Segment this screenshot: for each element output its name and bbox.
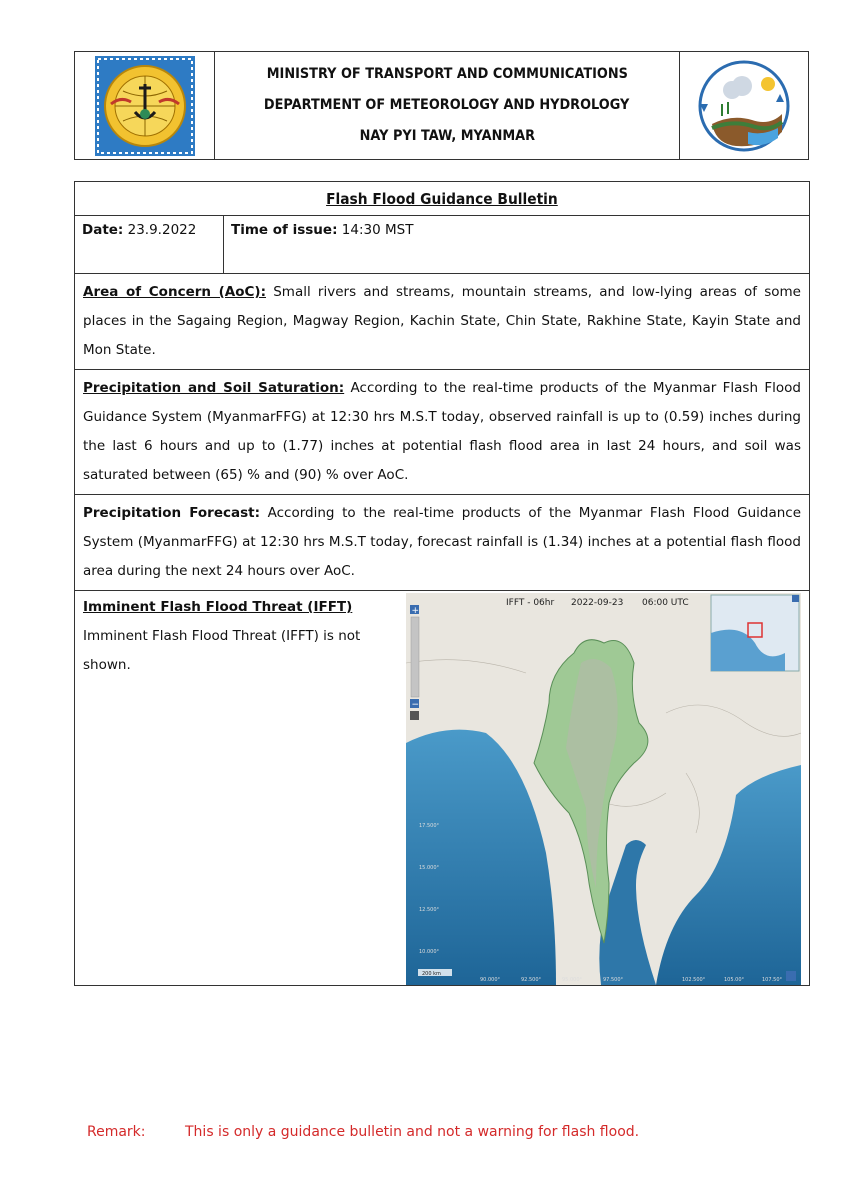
lon-label: 95.000°	[562, 977, 582, 983]
zoom-in-label: +	[411, 606, 420, 616]
date-value: 23.9.2022	[127, 222, 197, 238]
time-cell	[224, 216, 809, 273]
info-button[interactable]	[786, 971, 796, 981]
lat-label: 17.500°	[419, 823, 439, 829]
forecast-label: Precipitation Forecast:	[83, 505, 260, 521]
ifft-label: Imminent Flash Flood Threat (IFFT)	[83, 599, 353, 615]
remark-label: Remark:	[87, 1124, 146, 1140]
dmh-logo	[679, 52, 808, 159]
header-ministry: MINISTRY OF TRANSPORT AND COMMUNICATIONS	[266, 66, 628, 82]
precipitation-soil	[75, 370, 809, 495]
lat-label: 10.000°	[419, 949, 439, 955]
bulletin-table	[74, 181, 810, 986]
lon-label: 97.500°	[603, 977, 623, 983]
precipitation-forecast	[75, 495, 809, 591]
time-value: 14:30 MST	[341, 222, 414, 238]
scale-label: 200 km	[422, 971, 441, 977]
zoom-slider[interactable]	[411, 617, 419, 697]
header-location: NAY PYI TAW, MYANMAR	[359, 128, 535, 144]
water-cycle-icon	[692, 54, 796, 158]
aoc-label: Area of Concern (AoC):	[83, 284, 266, 300]
precip-label: Precipitation and Soil Saturation:	[83, 380, 345, 396]
map-date-label: 2022-09-23	[571, 598, 624, 608]
page-header	[74, 51, 809, 160]
ifft-row	[75, 591, 809, 985]
map-product-label: IFFT - 06hr	[506, 598, 555, 608]
area-of-concern	[75, 274, 809, 370]
date-cell	[75, 216, 224, 273]
lon-label: 90.000°	[480, 977, 500, 983]
header-title-block	[215, 52, 679, 159]
map-time-label: 06:00 UTC	[642, 598, 689, 608]
time-label: Time of issue:	[231, 222, 338, 238]
map-cell	[405, 591, 809, 985]
header-department: DEPARTMENT OF METEOROLOGY AND HYDROLOGY	[264, 97, 630, 113]
date-label: Date:	[82, 222, 124, 238]
lon-label: 92.500°	[521, 977, 541, 983]
lon-label: 105.00°	[724, 977, 744, 983]
ifft-map[interactable]	[406, 593, 801, 985]
zoom-out-label: −	[411, 700, 420, 710]
bulletin-title: Flash Flood Guidance Bulletin	[326, 189, 558, 208]
lon-label: 107.50°	[762, 977, 782, 983]
date-time-row	[75, 216, 809, 274]
ministry-emblem-icon	[93, 54, 197, 158]
forecast-text: According to the real-time products of the Myanmar Flash Flood Guidance System (MyanmarFFG) at 12:30 hrs M.S.T today, forecast rainfall is (1.34) inches at a potential flash flood area during the next 24 hours over AoC.	[83, 505, 802, 579]
aoc-text: Small rivers and streams, mountain streams, and low-lying areas of some places in the Sagaing Region, Magway Region, Kachin State, Chin State, Rakhine State, Kayin State and Mon State.	[83, 284, 801, 358]
remark	[87, 1124, 639, 1140]
remark-text: This is only a guidance bulletin and not a warning for flash flood.	[185, 1124, 640, 1140]
layer-button[interactable]	[410, 711, 419, 720]
precip-text: According to the real-time products of the Myanmar Flash Flood Guidance System (MyanmarFFG) at 12:30 hrs M.S.T today, observed rainfall is up to (0.59) inches during the last 6 hours and up to (1.77) inches at potential flash flood area in last 24 hours, and soil was saturated between (65) % and (90) % over AoC.	[83, 380, 801, 483]
ministry-logo	[75, 52, 215, 159]
bulletin-title-row	[75, 182, 809, 216]
lon-label: 102.500°	[682, 977, 706, 983]
lat-label: 12.500°	[419, 907, 439, 913]
lat-label: 15.000°	[419, 865, 439, 871]
ifft-text-cell	[75, 591, 405, 985]
ifft-text: Imminent Flash Flood Threat (IFFT) is not shown.	[83, 628, 361, 673]
